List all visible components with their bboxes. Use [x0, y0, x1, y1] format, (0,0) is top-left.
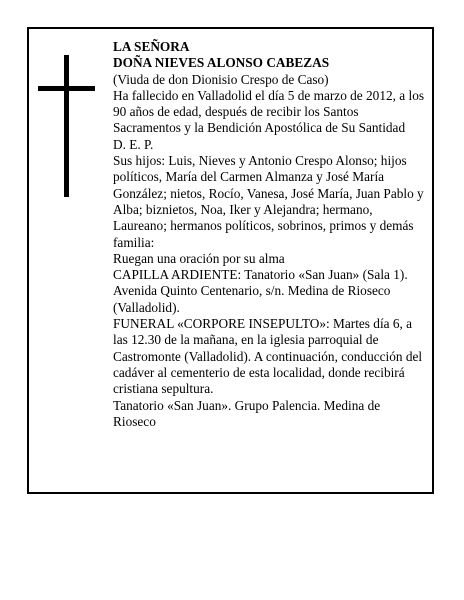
obituary-text — [113, 39, 425, 430]
widow-note: (Viuda de don Dionisio Crespo de Caso) — [113, 71, 329, 87]
funeral-home: Tanatorio «San Juan». Grupo Palencia. Medina de Rioseco — [113, 397, 381, 429]
family-list: Sus hijos: Luis, Nieves y Antonio Crespo Alonso; hijos políticos, María del Carmen Almanza y José María González; nietos, Rocío, Vanesa, José María, Juan Pablo y Alba; biznietos, Noa, Iker y Alejandra; hermano, Laureano; hermanos políticos, sobrinos, primos y demás familia: — [113, 153, 424, 250]
chapel-info: CAPILLA ARDIENTE: Tanatorio «San Juan» (Sala 1). Avenida Quinto Centenario, s/n. Medina de Rioseco (Valladolid). — [113, 267, 408, 315]
prayer-request: Ruegan una oración por su alma — [113, 250, 285, 266]
deceased-name: DOÑA NIEVES ALONSO CABEZAS — [113, 55, 330, 71]
cross-icon — [64, 55, 69, 197]
notice-title: LA SEÑORA — [113, 39, 190, 54]
rip-line: D. E. P. — [113, 136, 154, 152]
death-announcement: Ha fallecido en Valladolid el día 5 de marzo de 2012, a los 90 años de edad, después de recibir los Santos Sacramentos y la Bendición Apostólica de Su Santidad — [113, 87, 425, 136]
cross-icon-arm — [38, 86, 95, 91]
funeral-info: FUNERAL «CORPORE INSEPULTO»: Martes día 6, a las 12.30 de la mañana, en la iglesia parroquial de Castromonte (Valladolid). A continuación, conducción del cadáver al cementerio de esta localidad, donde recibirá cristiana sepultura. — [113, 316, 423, 397]
